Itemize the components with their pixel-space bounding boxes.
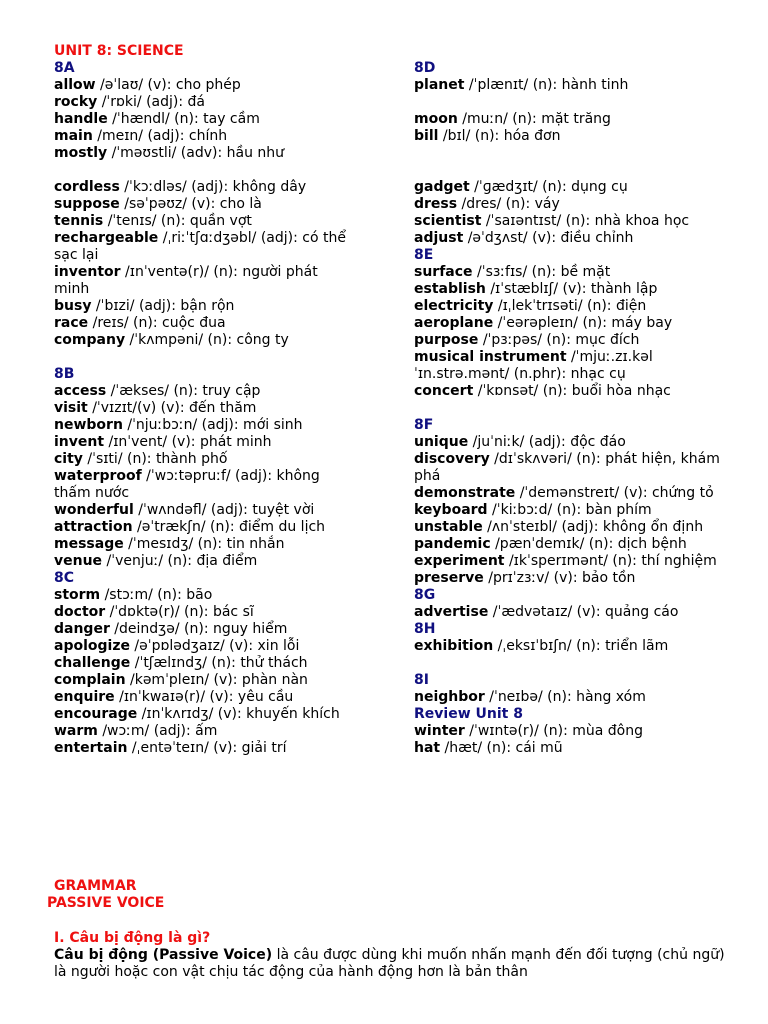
vocab-entry bbox=[54, 672, 354, 689]
vocab-word: experiment bbox=[414, 553, 505, 569]
vocab-definition: /ˈækses/ (n): truy cập bbox=[106, 383, 261, 399]
vocab-definition: /ˈkiːbɔːd/ (n): bàn phím bbox=[487, 502, 652, 518]
vocab-definition: /wɔːm/ (adj): ấm bbox=[97, 723, 218, 739]
section-heading: 8A bbox=[54, 60, 75, 76]
vocab-definition: /hæt/ (n): cái mũ bbox=[440, 740, 563, 756]
vocab-definition: /ˌentəˈteɪn/ (v): giải trí bbox=[127, 740, 287, 756]
vocab-word: bill bbox=[414, 128, 439, 144]
vocab-definition: /reɪs/ (n): cuộc đua bbox=[88, 315, 226, 331]
vocab-definition: /ɪkˈsperɪmənt/ (n): thí nghiệm bbox=[504, 553, 717, 569]
vocab-entry bbox=[414, 570, 724, 587]
vocab-definition: /ˈvenjuː/ (n): địa điểm bbox=[102, 553, 258, 569]
vocab-entry bbox=[54, 230, 354, 264]
vocab-definition: /pænˈdemɪk/ (n): dịch bệnh bbox=[490, 536, 687, 552]
vocab-definition: /əˈdʒʌst/ (v): điều chỉnh bbox=[463, 230, 634, 246]
left-vocab-list bbox=[54, 60, 354, 757]
vocab-entry bbox=[54, 383, 354, 400]
vocab-definition: /ˈbɪzi/ (adj): bận rộn bbox=[91, 298, 235, 314]
left-column bbox=[54, 43, 354, 757]
vocab-entry bbox=[414, 451, 724, 485]
vocab-word: apologize bbox=[54, 638, 130, 654]
vocab-definition: /stɔːm/ (n): bão bbox=[100, 587, 213, 603]
vocab-word: demonstrate bbox=[414, 485, 516, 501]
vocab-word: warm bbox=[54, 723, 98, 739]
vocab-definition: /ˈmjuː.zɪ.kəl ˈɪn.strə.mənt/ (n.phr): nhạc cụ bbox=[414, 349, 653, 382]
vocab-definition: /ɪnˈvent/ (v): phát minh bbox=[104, 434, 272, 450]
vocab-definition: /ʌnˈsteɪbl/ (adj): không ổn định bbox=[482, 519, 704, 535]
spacer bbox=[414, 43, 724, 60]
vocab-word: musical instrument bbox=[414, 349, 567, 365]
vocab-word: dress bbox=[414, 196, 458, 212]
vocab-entry bbox=[54, 179, 354, 196]
vocab-word: winter bbox=[414, 723, 465, 739]
vocab-entry bbox=[414, 128, 724, 145]
vocab-entry bbox=[414, 383, 724, 400]
vocab-entry bbox=[54, 417, 354, 434]
vocab-word: company bbox=[54, 332, 126, 348]
vocab-definition: /səˈpəʊz/ (v): cho là bbox=[119, 196, 262, 212]
vocab-entry bbox=[54, 145, 354, 162]
vocab-entry bbox=[54, 706, 354, 723]
vocab-entry bbox=[414, 77, 724, 94]
vocab-entry bbox=[414, 689, 724, 706]
vocab-word: wonderful bbox=[54, 502, 134, 518]
vocab-definition: /ˈɡædʒɪt/ (n): dụng cụ bbox=[469, 179, 628, 195]
vocab-definition: /dɪˈskʌvəri/ (n): phát hiện, khám phá bbox=[414, 451, 720, 484]
vocab-entry bbox=[414, 638, 724, 655]
vocab-definition: /ˈsɪti/ (n): thành phố bbox=[82, 451, 228, 467]
section-heading: 8E bbox=[414, 247, 434, 263]
vocab-word: waterproof bbox=[54, 468, 142, 484]
vocab-definition: /ˈhændl/ (n): tay cầm bbox=[107, 111, 260, 127]
vocab-word: access bbox=[54, 383, 107, 399]
section-heading: 8D bbox=[414, 60, 436, 76]
vocab-entry bbox=[414, 179, 724, 196]
vocab-definition: /ɪˈstæblɪʃ/ (v): thành lập bbox=[485, 281, 658, 297]
vocab-definition: /ɪnˈkʌrɪdʒ/ (v): khuyến khích bbox=[137, 706, 340, 722]
vocab-word: doctor bbox=[54, 604, 106, 620]
vocab-word: purpose bbox=[414, 332, 479, 348]
vocab-definition: /ˈsɜːfɪs/ (n): bề mặt bbox=[472, 264, 611, 280]
vocab-definition: /ˈædvətaɪz/ (v): quảng cáo bbox=[488, 604, 679, 620]
vocab-definition: /ˌriːˈtʃɑːdʒəbl/ (adj): có thể sạc lại bbox=[54, 230, 346, 263]
vocab-entry bbox=[54, 128, 354, 145]
vocab-entry bbox=[54, 553, 354, 570]
vocab-word: venue bbox=[54, 553, 103, 569]
vocab-word: rechargeable bbox=[54, 230, 159, 246]
vocab-word: race bbox=[54, 315, 89, 331]
vocab-entry bbox=[54, 111, 354, 128]
vocab-definition: /juˈniːk/ (adj): độc đáo bbox=[468, 434, 626, 450]
vocab-definition: /ˈvɪzɪt/(v) (v): đến thăm bbox=[87, 400, 257, 416]
grammar-paragraph-term: Câu bị động (Passive Voice) bbox=[54, 947, 273, 963]
vocab-definition: /əˈpɒlədʒaɪz/ (v): xin lỗi bbox=[129, 638, 300, 654]
vocab-word: complain bbox=[54, 672, 126, 688]
unit-title: UNIT 8: SCIENCE bbox=[54, 43, 184, 59]
vocab-word: message bbox=[54, 536, 124, 552]
vocab-word: unstable bbox=[414, 519, 483, 535]
grammar-subheading: PASSIVE VOICE bbox=[47, 895, 165, 911]
vocab-definition: /ˈnjuːbɔːn/ (adj): mới sinh bbox=[122, 417, 303, 433]
vocab-word: allow bbox=[54, 77, 96, 93]
vocab-definition: /ˈdɒktə(r)/ (n): bác sĩ bbox=[105, 604, 254, 620]
vocab-entry bbox=[54, 655, 354, 672]
vocab-word: suppose bbox=[54, 196, 120, 212]
spacer bbox=[414, 655, 724, 672]
vocab-word: handle bbox=[54, 111, 108, 127]
vocab-entry bbox=[54, 621, 354, 638]
vocab-word: surface bbox=[414, 264, 473, 280]
vocab-definition: /ˈməʊstli/ (adv): hầu như bbox=[107, 145, 285, 161]
vocab-entry bbox=[414, 196, 724, 213]
vocab-entry bbox=[414, 536, 724, 553]
vocab-word: encourage bbox=[54, 706, 138, 722]
vocab-entry bbox=[54, 502, 354, 519]
vocab-word: invent bbox=[54, 434, 105, 450]
vocab-entry bbox=[414, 111, 724, 128]
vocab-definition: /ˈkɔːdləs/ (adj): không dây bbox=[119, 179, 307, 195]
vocab-entry bbox=[414, 723, 724, 740]
right-vocab-list bbox=[414, 60, 724, 757]
vocab-definition: /ˈwɔːtəpruːf/ (adj): không thấm nước bbox=[54, 468, 320, 501]
spacer bbox=[414, 94, 724, 111]
vocab-definition: /ˈpɜːpəs/ (n): mục đích bbox=[478, 332, 640, 348]
vocab-definition: /prɪˈzɜːv/ (v): bảo tồn bbox=[483, 570, 636, 586]
vocab-entry bbox=[414, 604, 724, 621]
vocab-entry bbox=[414, 298, 724, 315]
vocab-word: adjust bbox=[414, 230, 464, 246]
vocab-definition: /ˈrɒki/ (adj): đá bbox=[97, 94, 205, 110]
vocab-word: preserve bbox=[414, 570, 484, 586]
vocab-definition: /ˈkʌmpəni/ (n): công ty bbox=[125, 332, 289, 348]
vocab-word: moon bbox=[414, 111, 458, 127]
vocab-entry bbox=[54, 264, 354, 298]
vocab-definition: /ˈkɒnsət/ (n): buổi hòa nhạc bbox=[473, 383, 671, 399]
vocab-word: entertain bbox=[54, 740, 128, 756]
vocab-word: pandemic bbox=[414, 536, 491, 552]
vocab-definition: /kəmˈpleɪn/ (v): phàn nàn bbox=[125, 672, 308, 688]
vocab-entry bbox=[414, 519, 724, 536]
vocab-definition: /bɪl/ (n): hóa đơn bbox=[438, 128, 561, 144]
spacer bbox=[54, 349, 354, 366]
vocab-word: electricity bbox=[414, 298, 494, 314]
vocab-word: exhibition bbox=[414, 638, 494, 654]
vocab-entry bbox=[414, 230, 724, 247]
vocab-word: keyboard bbox=[414, 502, 488, 518]
vocab-entry bbox=[54, 434, 354, 451]
vocab-entry bbox=[54, 298, 354, 315]
grammar-paragraph-text: là câu được dùng khi muốn nhấn mạnh đến đối tượng (chủ ngữ) là người hoặc con vật chịu tác động của hành động hơn là bản thân bbox=[54, 947, 725, 980]
vocab-definition: /ˈplænɪt/ (n): hành tinh bbox=[464, 77, 629, 93]
vocab-definition: /ˈsaɪəntɪst/ (n): nhà khoa học bbox=[481, 213, 690, 229]
vocab-word: unique bbox=[414, 434, 469, 450]
section-heading: 8H bbox=[414, 621, 436, 637]
section-heading: 8C bbox=[54, 570, 75, 586]
vocab-word: hat bbox=[414, 740, 441, 756]
vocab-definition: /dres/ (n): váy bbox=[457, 196, 560, 212]
vocab-entry bbox=[54, 587, 354, 604]
vocab-entry bbox=[414, 434, 724, 451]
vocab-entry bbox=[414, 553, 724, 570]
vocab-definition: /ˈdemənstreɪt/ (v): chứng tỏ bbox=[515, 485, 714, 501]
vocab-word: inventor bbox=[54, 264, 121, 280]
vocab-entry bbox=[414, 502, 724, 519]
vocab-definition: /deindʒə/ (n): nguy hiểm bbox=[109, 621, 288, 637]
section-heading: 8F bbox=[414, 417, 434, 433]
vocab-entry bbox=[54, 196, 354, 213]
vocab-entry bbox=[54, 315, 354, 332]
vocab-definition: /ɪˌlekˈtrɪsəti/ (n): điện bbox=[493, 298, 647, 314]
vocab-word: gadget bbox=[414, 179, 470, 195]
vocab-word: rocky bbox=[54, 94, 98, 110]
vocab-word: challenge bbox=[54, 655, 131, 671]
vocab-entry bbox=[54, 723, 354, 740]
vocab-definition: /ˈtʃælɪndʒ/ (n): thử thách bbox=[130, 655, 308, 671]
vocab-definition: /muːn/ (n): mặt trăng bbox=[457, 111, 611, 127]
vocab-word: city bbox=[54, 451, 83, 467]
vocab-entry bbox=[414, 740, 724, 757]
vocab-word: main bbox=[54, 128, 93, 144]
vocab-entry bbox=[414, 315, 724, 332]
vocab-definition: /əˈtrækʃn/ (n): điểm du lịch bbox=[132, 519, 326, 535]
vocab-word: concert bbox=[414, 383, 474, 399]
vocab-word: enquire bbox=[54, 689, 115, 705]
vocab-definition: /ˈwɪntə(r)/ (n): mùa đông bbox=[464, 723, 644, 739]
vocab-entry bbox=[54, 536, 354, 553]
vocab-definition: /ɪnˈventə(r)/ (n): người phát minh bbox=[54, 264, 318, 297]
grammar-question: I. Câu bị động là gì? bbox=[54, 930, 211, 946]
vocab-entry bbox=[414, 332, 724, 349]
section-heading: 8G bbox=[414, 587, 436, 603]
vocab-definition: /ˈwʌndəfl/ (adj): tuyệt vời bbox=[133, 502, 315, 518]
spacer bbox=[414, 400, 724, 417]
vocab-word: mostly bbox=[54, 145, 108, 161]
vocab-entry bbox=[54, 451, 354, 468]
vocab-entry bbox=[54, 638, 354, 655]
vocab-entry bbox=[414, 213, 724, 230]
vocab-definition: /meɪn/ (adj): chính bbox=[92, 128, 228, 144]
vocab-word: discovery bbox=[414, 451, 490, 467]
vocab-definition: /ˈtenɪs/ (n): quần vợt bbox=[103, 213, 252, 229]
vocab-entry bbox=[54, 519, 354, 536]
spacer bbox=[414, 162, 724, 179]
vocab-entry bbox=[414, 349, 724, 383]
vocab-word: aeroplane bbox=[414, 315, 494, 331]
vocab-entry bbox=[54, 77, 354, 94]
spacer bbox=[414, 145, 724, 162]
spacer bbox=[54, 162, 354, 179]
vocab-word: tennis bbox=[54, 213, 104, 229]
vocab-word: busy bbox=[54, 298, 92, 314]
vocab-word: advertise bbox=[414, 604, 489, 620]
vocab-entry bbox=[54, 689, 354, 706]
section-heading: 8B bbox=[54, 366, 75, 382]
vocab-entry bbox=[414, 485, 724, 502]
vocab-entry bbox=[54, 604, 354, 621]
vocab-definition: /ˈmesɪdʒ/ (n): tin nhắn bbox=[123, 536, 285, 552]
vocab-word: danger bbox=[54, 621, 110, 637]
vocab-word: planet bbox=[414, 77, 465, 93]
vocab-definition: /ˌeksɪˈbɪʃn/ (n): triển lãm bbox=[493, 638, 669, 654]
vocab-definition: /ˈneɪbə/ (n): hàng xóm bbox=[484, 689, 646, 705]
vocab-definition: /ˈeərəpleɪn/ (n): máy bay bbox=[493, 315, 673, 331]
vocab-word: cordless bbox=[54, 179, 120, 195]
vocab-entry bbox=[54, 94, 354, 111]
grammar-heading: GRAMMAR bbox=[54, 878, 137, 894]
right-column bbox=[414, 43, 724, 757]
section-heading: Review Unit 8 bbox=[414, 706, 523, 722]
vocab-word: newborn bbox=[54, 417, 123, 433]
grammar-section bbox=[47, 878, 727, 981]
vocab-entry bbox=[54, 400, 354, 417]
section-heading: 8I bbox=[414, 672, 429, 688]
vocab-word: neighbor bbox=[414, 689, 485, 705]
grammar-paragraph bbox=[47, 947, 727, 981]
vocab-entry bbox=[414, 281, 724, 298]
vocab-definition: /ɪnˈkwaɪə(r)/ (v): yêu cầu bbox=[114, 689, 294, 705]
vocab-entry bbox=[414, 264, 724, 281]
vocab-word: storm bbox=[54, 587, 101, 603]
vocab-entry bbox=[54, 213, 354, 230]
vocab-word: establish bbox=[414, 281, 486, 297]
vocab-entry bbox=[54, 332, 354, 349]
vocab-word: attraction bbox=[54, 519, 133, 535]
vocab-word: visit bbox=[54, 400, 88, 416]
vocab-word: scientist bbox=[414, 213, 482, 229]
vocab-entry bbox=[54, 740, 354, 757]
vocab-entry bbox=[54, 468, 354, 502]
vocab-definition: /əˈlaʊ/ (v): cho phép bbox=[95, 77, 241, 93]
